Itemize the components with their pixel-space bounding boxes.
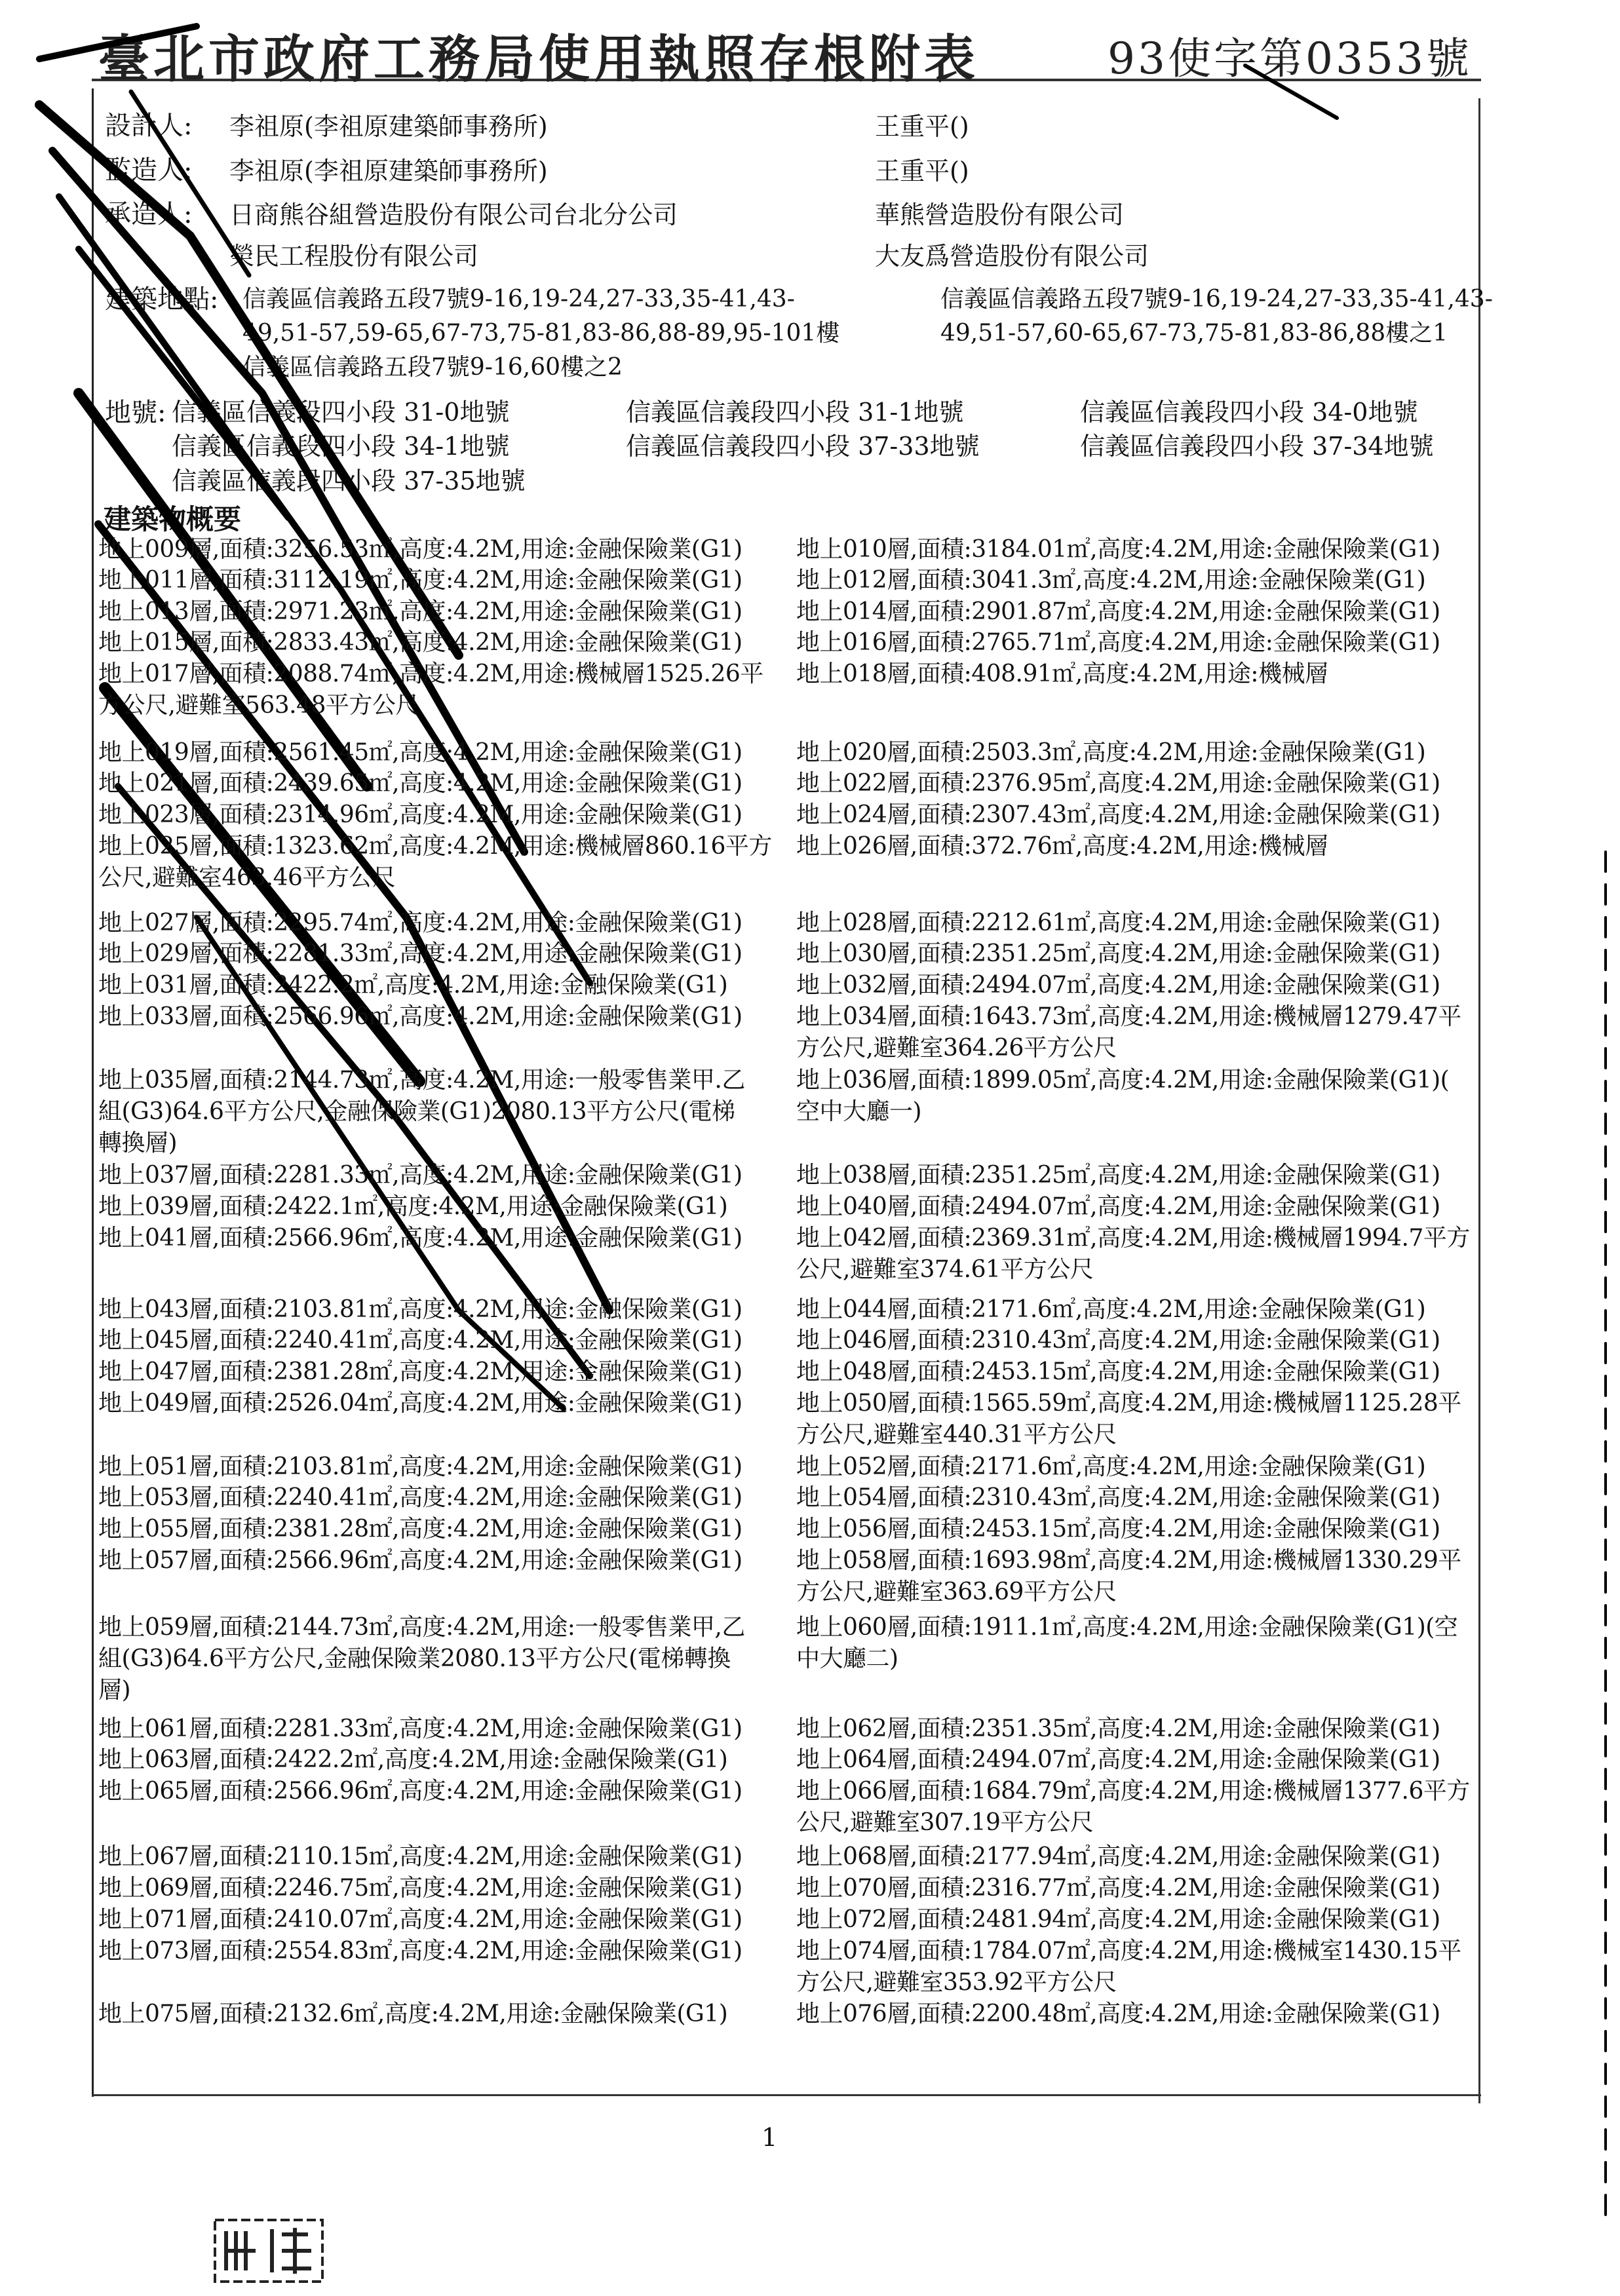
floor-row-text: 地上052層,面積:2171.6㎡,高度:4.2M,用途:金融保險業(G1) xyxy=(796,1453,1426,1480)
floor-row xyxy=(796,799,1440,831)
floor-row-text: 地上068層,面積:2177.94㎡,高度:4.2M,用途:金融保險業(G1) xyxy=(796,1843,1440,1870)
floor-row-text: 地上020層,面積:2503.3㎡,高度:4.2M,用途:金融保險業(G1) xyxy=(796,739,1426,766)
floor-row-text: 地上061層,面積:2281.33㎡,高度:4.2M,用途:金融保險業(G1) xyxy=(98,1715,742,1742)
designer-label: 設計人: xyxy=(105,111,193,141)
floor-row-text: 地上028層,面積:2212.61㎡,高度:4.2M,用途:金融保險業(G1) xyxy=(796,909,1440,936)
floor-row xyxy=(98,1325,742,1356)
permit-number: 93使字第0353號 xyxy=(1108,33,1472,84)
floor-row xyxy=(98,1191,727,1223)
floor-row-text: 地上075層,面積:2132.6㎡,高度:4.2M,用途:金融保險業(G1) xyxy=(98,2000,728,2027)
floor-row-text: 地上035層,面積:2144.73㎡,高度:4.2M,用途:一般零售業甲.乙 xyxy=(98,1067,745,1094)
floor-row xyxy=(98,1936,742,1967)
floor-row xyxy=(98,1904,742,1936)
floor-row xyxy=(796,768,1440,799)
floor-row xyxy=(796,938,1440,970)
floor-row-text: 地上043層,面積:2103.81㎡,高度:4.2M,用途:金融保險業(G1) xyxy=(98,1296,742,1323)
floor-row-text: 地上018層,面積:408.91㎡,高度:4.2M,用途:機械層 xyxy=(796,660,1328,687)
floor-row-text: 地上059層,面積:2144.73㎡,高度:4.2M,用途:一般零售業甲,乙 xyxy=(98,1614,745,1641)
floor-row xyxy=(98,799,742,831)
floor-row-text: 地上062層,面積:2351.35㎡,高度:4.2M,用途:金融保險業(G1) xyxy=(796,1715,1440,1742)
contractor-2: 華熊營造股份有限公司 xyxy=(875,201,1125,229)
floor-row xyxy=(796,1451,1425,1483)
floor-row xyxy=(98,1776,742,1807)
floor-row-text: 層) xyxy=(98,1677,131,1704)
floor-row-text: 地上064層,面積:2494.07㎡,高度:4.2M,用途:金融保險業(G1) xyxy=(796,1746,1440,1773)
floor-row-text: 地上066層,面積:1684.79㎡,高度:4.2M,用途:機械層1377.6平方 xyxy=(796,1778,1470,1805)
contractor-4: 大友爲營造股份有限公司 xyxy=(875,242,1149,271)
floor-row xyxy=(98,1356,742,1388)
floor-row-text: 地上058層,面積:1693.98㎡,高度:4.2M,用途:機械層1330.29平 xyxy=(796,1547,1461,1574)
page-number: 1 xyxy=(762,2123,778,2152)
floor-row-text: 公尺,避難室374.61平方公尺 xyxy=(796,1256,1094,1283)
floor-row xyxy=(796,1873,1440,1904)
floor-row xyxy=(98,831,772,894)
floor-row xyxy=(98,737,742,769)
floor-row-text: 地上029層,面積:2281.33㎡,高度:4.2M,用途:金融保險業(G1) xyxy=(98,940,742,967)
floor-row-text: 地上016層,面積:2765.71㎡,高度:4.2M,用途:金融保險業(G1) xyxy=(796,629,1440,656)
floor-row-text: 地上015層,面積:2833.43㎡,高度:4.2M,用途:金融保險業(G1) xyxy=(98,629,742,656)
floor-row-text: 地上055層,面積:2381.28㎡,高度:4.2M,用途:金融保險業(G1) xyxy=(98,1516,742,1542)
floor-row-text: 地上011層,面積:3112.19㎡,高度:4.2M,用途:金融保險業(G1) xyxy=(98,567,742,594)
floor-row-text: 地上050層,面積:1565.59㎡,高度:4.2M,用途:機械層1125.28平 xyxy=(796,1390,1461,1417)
floor-row-text: 中大廳二) xyxy=(796,1645,898,1672)
parcel-item: 信義區信義段四小段 37-34地號 xyxy=(1080,432,1434,461)
floor-row xyxy=(796,1356,1440,1388)
floor-row-text: 地上060層,面積:1911.1㎡,高度:4.2M,用途:金融保險業(G1)(空 xyxy=(796,1614,1458,1641)
floor-row xyxy=(796,1545,1461,1608)
floor-row xyxy=(796,970,1440,1001)
floor-row-text: 地上045層,面積:2240.41㎡,高度:4.2M,用途:金融保險業(G1) xyxy=(98,1327,742,1354)
floor-row-text: 公尺,避難室463.46平方公尺 xyxy=(98,864,396,891)
floor-row-text: 地上026層,面積:372.76㎡,高度:4.2M,用途:機械層 xyxy=(796,833,1328,860)
floor-row xyxy=(796,1191,1440,1223)
floor-row xyxy=(796,659,1328,690)
floor-row xyxy=(796,534,1440,565)
floor-row-text: 公尺,避難室307.19平方公尺 xyxy=(796,1809,1094,1836)
floor-row xyxy=(98,1713,742,1745)
floor-row-text: 地上063層,面積:2422.2㎡,高度:4.2M,用途:金融保險業(G1) xyxy=(98,1746,728,1773)
floor-row-text: 地上065層,面積:2566.96㎡,高度:4.2M,用途:金融保險業(G1) xyxy=(98,1778,742,1805)
floor-row-text: 地上010層,面積:3184.01㎡,高度:4.2M,用途:金融保險業(G1) xyxy=(796,536,1440,563)
floor-row-text: 地上030層,面積:2351.25㎡,高度:4.2M,用途:金融保險業(G1) xyxy=(796,940,1440,967)
floor-row xyxy=(98,970,727,1001)
location-right-line-1: 信義區信義路五段7號9-16,19-24,27-33,35-41,43- xyxy=(940,286,1493,313)
floor-row xyxy=(98,659,763,721)
contractor-label: 承造人: xyxy=(105,199,193,229)
floor-row-text: 地上013層,面積:2971.23㎡,高度:4.2M,用途:金融保險業(G1) xyxy=(98,598,742,625)
floor-row xyxy=(98,1514,742,1545)
parcel-item: 信義區信義段四小段 37-33地號 xyxy=(626,432,980,461)
floor-row-text: 地上024層,面積:2307.43㎡,高度:4.2M,用途:金融保險業(G1) xyxy=(796,801,1440,828)
location-right-line-2: 49,51-57,60-65,67-73,75-81,83-86,88樓之1 xyxy=(940,320,1448,347)
floor-row-text: 組(G3)64.6平方公尺,金融保險業2080.13平方公尺(電梯轉換 xyxy=(98,1645,731,1672)
floor-row-text: 地上031層,面積:2422.2㎡,高度:4.2M,用途:金融保險業(G1) xyxy=(98,972,728,999)
floor-row-text: 地上027層,面積:2295.74㎡,高度:4.2M,用途:金融保險業(G1) xyxy=(98,909,742,936)
floor-row xyxy=(796,1936,1461,1999)
floor-row-text: 地上023層,面積:2314.96㎡,高度:4.2M,用途:金融保險業(G1) xyxy=(98,801,742,828)
floor-row-text: 地上057層,面積:2566.96㎡,高度:4.2M,用途:金融保險業(G1) xyxy=(98,1547,742,1574)
floor-row xyxy=(98,1873,742,1904)
floor-row xyxy=(98,1294,742,1326)
floor-row xyxy=(98,1841,742,1873)
floor-row xyxy=(98,1545,742,1577)
floor-row xyxy=(796,831,1328,862)
contractor-1: 日商熊谷組營造股份有限公司台北分公司 xyxy=(229,201,678,229)
floor-row-text: 地上074層,面積:1784.07㎡,高度:4.2M,用途:機械室1430.15平 xyxy=(796,1938,1461,1964)
floor-row xyxy=(98,768,742,799)
floor-row xyxy=(796,1160,1440,1191)
floor-row xyxy=(796,1294,1425,1326)
floor-row-text: 地上019層,面積:2561.45㎡,高度:4.2M,用途:金融保險業(G1) xyxy=(98,739,742,766)
floor-row-text: 地上012層,面積:3041.3㎡,高度:4.2M,用途:金融保險業(G1) xyxy=(796,567,1426,594)
floor-row xyxy=(796,1904,1440,1936)
floor-row-text: 方公尺,避難室353.92平方公尺 xyxy=(796,1969,1117,1996)
location-left-line-3: 信義區信義路五段7號9-16,60樓之2 xyxy=(242,354,623,381)
floor-row-text: 地上067層,面積:2110.15㎡,高度:4.2M,用途:金融保險業(G1) xyxy=(98,1843,742,1870)
floor-row-text: 地上014層,面積:2901.87㎡,高度:4.2M,用途:金融保險業(G1) xyxy=(796,598,1440,625)
building-summary-heading: 建築物概要 xyxy=(104,503,242,535)
contractor-3: 榮民工程股份有限公司 xyxy=(229,242,479,271)
floor-row xyxy=(796,1388,1461,1451)
designer-1: 李祖原(李祖原建築師事務所) xyxy=(229,112,548,141)
floor-row xyxy=(98,1223,742,1254)
location-label: 建築地點: xyxy=(105,284,219,315)
floor-row xyxy=(98,565,742,596)
floor-row-text: 地上025層,面積:1323.62㎡,高度:4.2M,用途:機械層860.16平方 xyxy=(98,833,772,860)
floor-row-text: 組(G3)64.6平方公尺,金融保險業(G1)2080.13平方公尺(電梯 xyxy=(98,1098,735,1125)
floor-row-text: 地上009層,面積:3256.53㎡,高度:4.2M,用途:金融保險業(G1) xyxy=(98,536,742,563)
floor-row-text: 地上070層,面積:2316.77㎡,高度:4.2M,用途:金融保險業(G1) xyxy=(796,1875,1440,1902)
floor-row xyxy=(796,1325,1440,1356)
floor-row xyxy=(98,1482,742,1514)
floor-row xyxy=(98,596,742,628)
floor-row-text: 地上034層,面積:1643.73㎡,高度:4.2M,用途:機械層1279.47平 xyxy=(796,1003,1461,1030)
floor-row xyxy=(98,1001,742,1033)
floor-row xyxy=(796,565,1425,596)
floor-row xyxy=(98,1065,745,1159)
floor-row-text: 地上033層,面積:2566.96㎡,高度:4.2M,用途:金融保險業(G1) xyxy=(98,1003,742,1030)
parcel-item: 信義區信義段四小段 34-0地號 xyxy=(1080,398,1418,427)
floor-row xyxy=(796,1482,1440,1514)
floor-row-text: 方公尺,避難室363.69平方公尺 xyxy=(796,1578,1117,1605)
floor-row-text: 地上041層,面積:2566.96㎡,高度:4.2M,用途:金融保險業(G1) xyxy=(98,1225,742,1252)
floor-row-text: 地上053層,面積:2240.41㎡,高度:4.2M,用途:金融保險業(G1) xyxy=(98,1484,742,1511)
floor-row-text: 地上054層,面積:2310.43㎡,高度:4.2M,用途:金融保險業(G1) xyxy=(796,1484,1440,1511)
floor-row xyxy=(98,627,742,659)
floor-row xyxy=(796,627,1440,659)
parcel-item: 信義區信義段四小段 31-1地號 xyxy=(626,398,964,427)
floor-row xyxy=(98,1388,742,1419)
floor-row-text: 地上048層,面積:2453.15㎡,高度:4.2M,用途:金融保險業(G1) xyxy=(796,1358,1440,1385)
floor-row-text: 地上032層,面積:2494.07㎡,高度:4.2M,用途:金融保險業(G1) xyxy=(796,972,1440,999)
parcel-item: 信義區信義段四小段 34-1地號 xyxy=(172,432,510,461)
floor-row xyxy=(98,1160,742,1191)
floor-row xyxy=(98,1612,745,1706)
supervisor-1: 李祖原(李祖原建築師事務所) xyxy=(229,157,548,185)
floor-row xyxy=(796,908,1440,939)
floor-row-text: 地上040層,面積:2494.07㎡,高度:4.2M,用途:金融保險業(G1) xyxy=(796,1193,1440,1220)
floor-row-text: 地上076層,面積:2200.48㎡,高度:4.2M,用途:金融保險業(G1) xyxy=(796,2000,1440,2027)
floor-row xyxy=(796,596,1440,628)
supervisor-label: 監造人: xyxy=(105,155,193,185)
floor-row-text: 地上056層,面積:2453.15㎡,高度:4.2M,用途:金融保險業(G1) xyxy=(796,1516,1440,1542)
floor-row xyxy=(796,1223,1470,1286)
floor-row-text: 方公尺,避難室364.26平方公尺 xyxy=(796,1035,1117,1062)
floor-row-text: 地上036層,面積:1899.05㎡,高度:4.2M,用途:金融保險業(G1)( xyxy=(796,1067,1450,1094)
floor-row-text: 地上039層,面積:2422.1㎡,高度:4.2M,用途:金融保險業(G1) xyxy=(98,1193,728,1220)
location-left-line-1: 信義區信義路五段7號9-16,19-24,27-33,35-41,43- xyxy=(242,286,795,313)
floor-row-text: 地上017層,面積:2088.74㎡,高度:4.2M,用途:機械層1525.26平 xyxy=(98,660,763,687)
floor-row xyxy=(98,908,742,939)
parcel-item: 信義區信義段四小段 31-0地號 xyxy=(172,398,510,427)
floor-row xyxy=(796,737,1425,769)
floor-row-text: 地上072層,面積:2481.94㎡,高度:4.2M,用途:金融保險業(G1) xyxy=(796,1906,1440,1933)
floor-row-text: 地上049層,面積:2526.04㎡,高度:4.2M,用途:金融保險業(G1) xyxy=(98,1390,742,1417)
floor-row xyxy=(98,534,742,565)
floor-row-text: 空中大廳一) xyxy=(796,1098,922,1125)
floor-row xyxy=(796,1612,1457,1675)
floor-row-text: 方公尺,避難室563.48平方公尺 xyxy=(98,692,419,719)
floor-row xyxy=(796,1001,1461,1064)
floor-row-text: 地上022層,面積:2376.95㎡,高度:4.2M,用途:金融保險業(G1) xyxy=(796,770,1440,797)
page-title: 臺北市政府工務局使用執照存根附表 xyxy=(98,29,980,89)
floor-row xyxy=(796,1841,1440,1873)
floor-row xyxy=(796,1776,1470,1839)
floor-row xyxy=(98,1451,742,1483)
floor-row-text: 地上042層,面積:2369.31㎡,高度:4.2M,用途:機械層1994.7平方 xyxy=(796,1225,1470,1252)
floor-row-text: 方公尺,避難室440.31平方公尺 xyxy=(796,1421,1117,1448)
floor-row xyxy=(796,1514,1440,1545)
floor-row xyxy=(796,1999,1440,2030)
floor-row xyxy=(98,938,742,970)
floor-row-text: 地上021層,面積:2439.65㎡,高度:4.2M,用途:金融保險業(G1) xyxy=(98,770,742,797)
designer-2: 王重平() xyxy=(875,112,969,141)
floor-row-text: 地上051層,面積:2103.81㎡,高度:4.2M,用途:金融保險業(G1) xyxy=(98,1453,742,1480)
floor-row-text: 地上047層,面積:2381.28㎡,高度:4.2M,用途:金融保險業(G1) xyxy=(98,1358,742,1385)
floor-row-text: 地上037層,面積:2281.33㎡,高度:4.2M,用途:金融保險業(G1) xyxy=(98,1162,742,1189)
floor-row xyxy=(796,1744,1440,1776)
floor-row-text: 地上069層,面積:2246.75㎡,高度:4.2M,用途:金融保險業(G1) xyxy=(98,1875,742,1902)
floor-row-text: 地上044層,面積:2171.6㎡,高度:4.2M,用途:金融保險業(G1) xyxy=(796,1296,1426,1323)
floor-row-text: 轉換層) xyxy=(98,1130,178,1157)
parcels-label: 地號: xyxy=(105,398,166,428)
floor-row xyxy=(796,1065,1449,1128)
floor-row-text: 地上071層,面積:2410.07㎡,高度:4.2M,用途:金融保險業(G1) xyxy=(98,1906,742,1933)
floor-row xyxy=(98,1744,727,1776)
parcel-item: 信義區信義段四小段 37-35地號 xyxy=(172,467,526,495)
location-left-line-2: 49,51-57,59-65,67-73,75-81,83-86,88-89,95-101樓 xyxy=(242,320,840,347)
floor-row-text: 地上073層,面積:2554.83㎡,高度:4.2M,用途:金融保險業(G1) xyxy=(98,1938,742,1964)
floor-row xyxy=(98,1999,727,2030)
floor-row-text: 地上038層,面積:2351.25㎡,高度:4.2M,用途:金融保險業(G1) xyxy=(796,1162,1440,1189)
floor-row xyxy=(796,1713,1440,1745)
floor-row-text: 地上046層,面積:2310.43㎡,高度:4.2M,用途:金融保險業(G1) xyxy=(796,1327,1440,1354)
supervisor-2: 王重平() xyxy=(875,157,969,185)
